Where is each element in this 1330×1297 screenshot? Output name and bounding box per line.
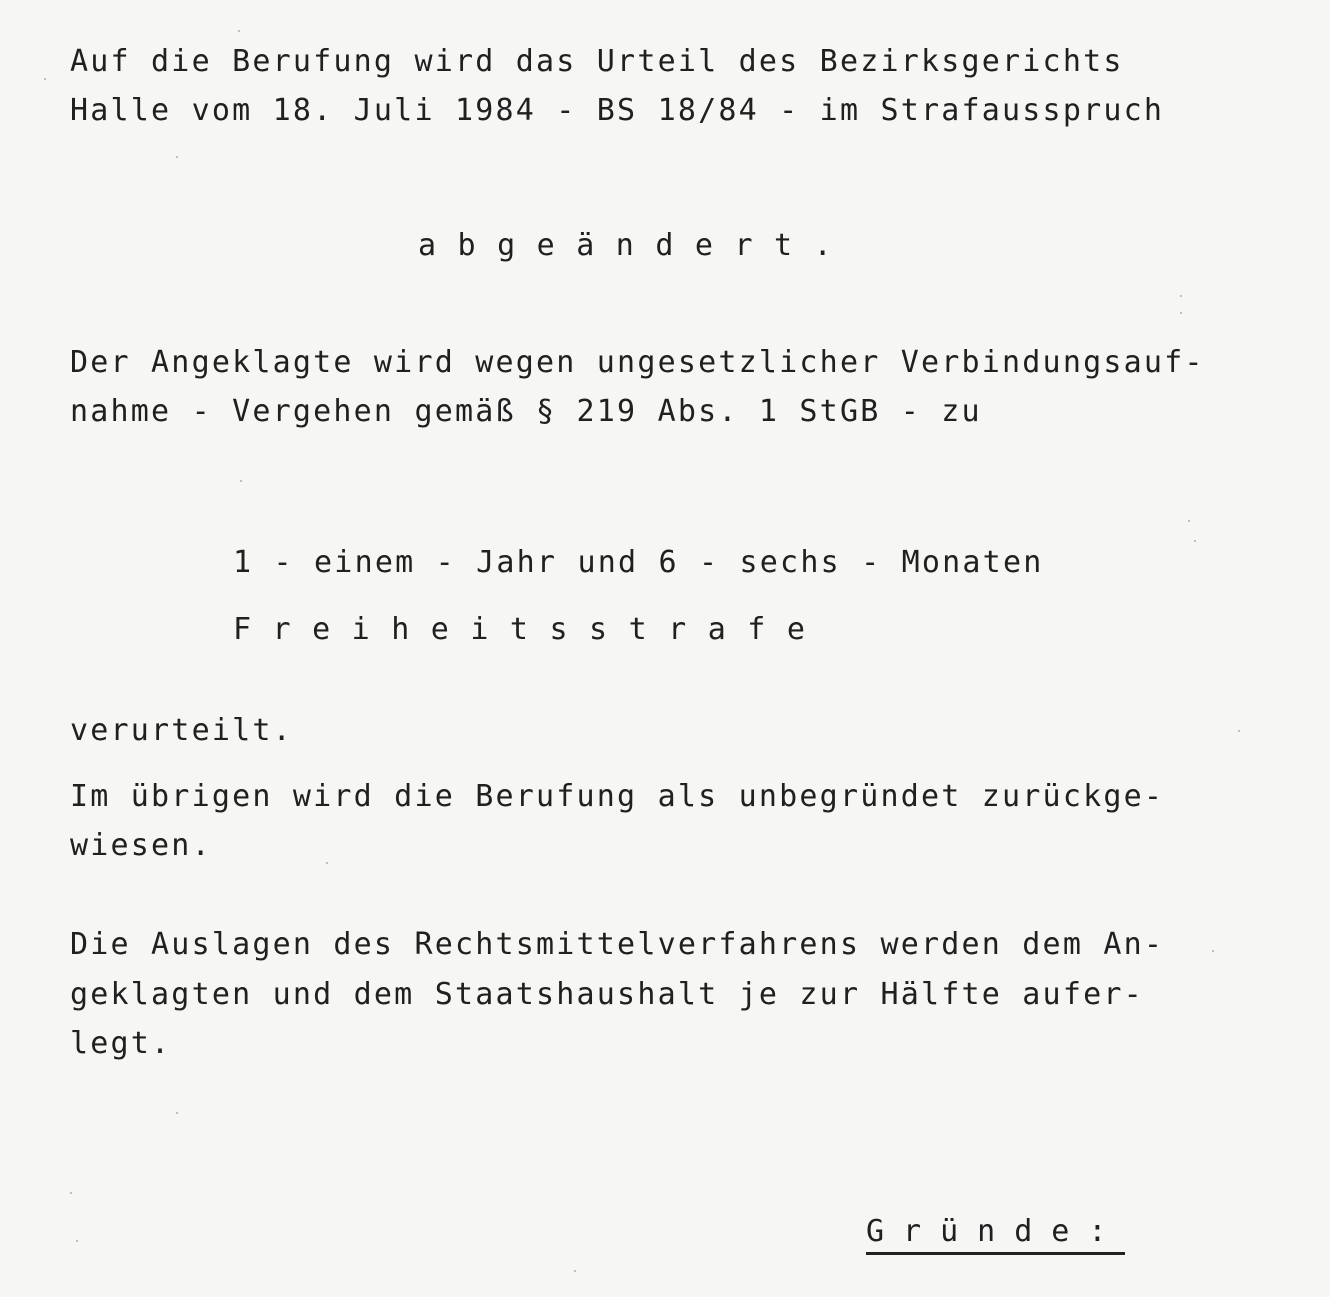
scan-speck [1194,540,1196,542]
scan-speck [176,156,178,158]
scan-speck [1180,295,1182,297]
scan-speck [1180,312,1182,314]
scan-speck [326,862,328,864]
scan-speck [1238,730,1240,732]
paragraph-4-line-1: Die Auslagen des Rechtsmittelverfahrens werden dem An- [70,927,1165,962]
paragraph-4-line-2: geklagten und dem Staatshaushalt je zur Hälfte aufer- [70,977,1144,1012]
gruende-heading: Gründe: [866,1214,1125,1255]
scan-speck [574,1270,576,1272]
scan-speck [76,1240,78,1242]
paragraph-1-line-1: Auf die Berufung wird das Urteil des Bezirksgerichts [70,44,1124,79]
scan-speck [1188,520,1190,522]
abgeaendert-heading: abgeändert. [418,228,854,263]
scan-speck [238,30,240,32]
paragraph-3-line-2: wiesen. [70,828,212,863]
paragraph-2-line-1: Der Angeklagte wird wegen ungesetzlicher Verbindungsauf- [70,345,1205,380]
paragraph-4-line-3: legt. [70,1026,172,1061]
scan-speck [70,1192,72,1194]
verurteilt-line: verurteilt. [70,713,293,748]
paragraph-3-line-1: Im übrigen wird die Berufung als unbegründet zurückge- [70,779,1165,814]
scan-speck [44,78,46,80]
scan-speck [176,1112,178,1114]
paragraph-1-line-2: Halle vom 18. Juli 1984 - BS 18/84 - im Strafausspruch [70,93,1165,128]
paragraph-2-line-2: nahme - Vergehen gemäß § 219 Abs. 1 StGB - zu [70,394,982,429]
sentence-duration-line: 1 - einem - Jahr und 6 - sechs - Monaten [233,545,1044,580]
scan-speck [240,480,242,482]
sentence-type-line: Freiheitsstrafe [233,612,827,647]
scan-speck [1212,950,1214,952]
